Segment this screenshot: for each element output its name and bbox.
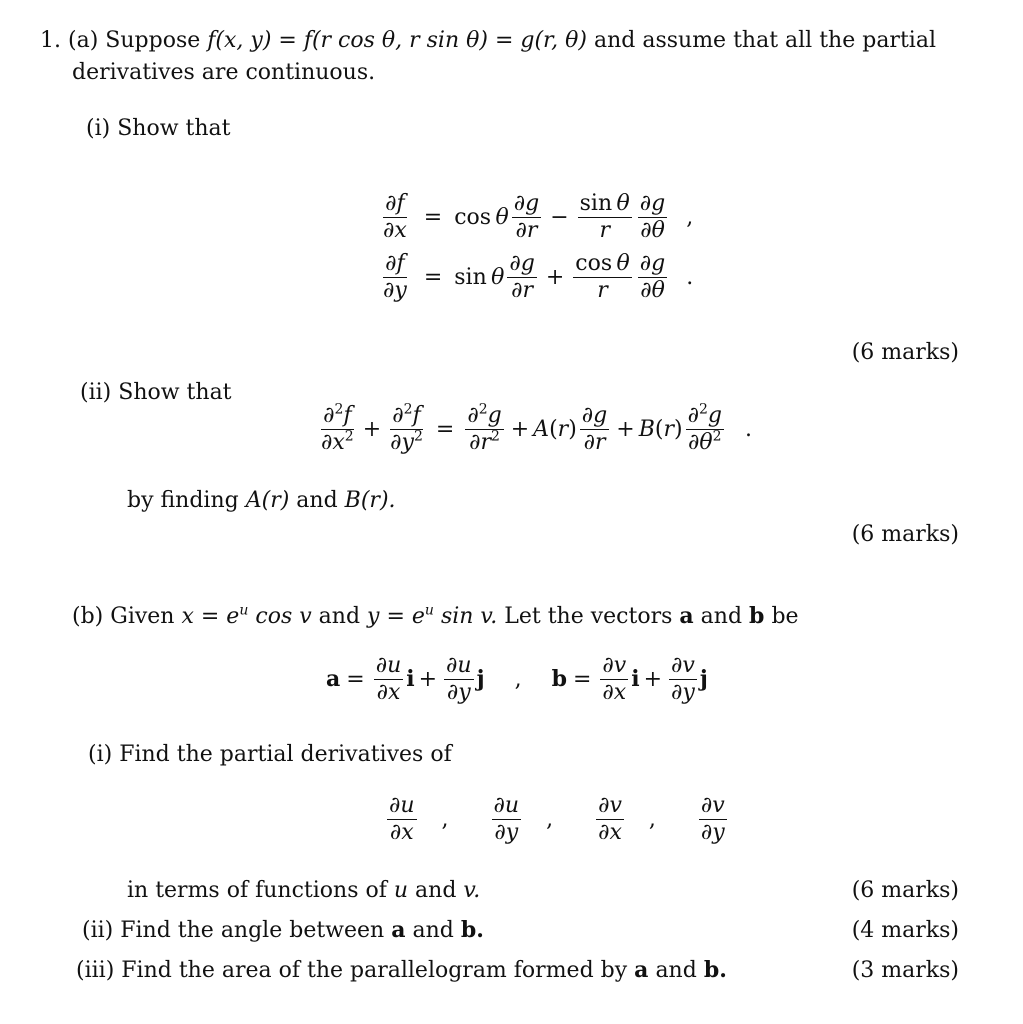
equation-df-dx: $\frac{\partial f}{\partial x}$ = cos θ $\frac{\partial g}{\partial r}$ − $\frac{\text{sin θ}}{r}$ $\frac{\partial g}{\partial\theta}$ ,	[383, 191, 694, 244]
equation-vectors: a = $\frac{\partial u}{\partial x}$ i + $\frac{\partial u}{\partial y}$ j , b = $\frac{\partial v}{\partial x}$ i + $\frac{\partial v}{\partial y}$ j	[326, 653, 708, 706]
finding-A: A(r)	[245, 488, 290, 513]
part-b-ii-prompt	[82, 918, 484, 943]
terms-u: u	[393, 878, 409, 903]
part-b-iii-text: Find the area of the parallelogram formed by	[121, 958, 628, 983]
part-b-i-text: Find the partial derivatives of	[119, 742, 452, 767]
part-b-x: x = e	[181, 604, 240, 629]
part-b-y-exp: u	[424, 602, 434, 619]
part-a-equation: f(x, y) = f(r cos θ, r sin θ) = g(r, θ)	[207, 28, 587, 53]
part-b-label: (b)	[72, 604, 104, 629]
part-b-iii-and: and	[655, 958, 697, 983]
part-a-label: (a)	[68, 28, 99, 53]
question-header	[40, 28, 936, 53]
equation-df-dy: $\frac{\partial f}{\partial y}$ = sin θ $\frac{\partial g}{\partial r}$ + $\frac{\text{cos θ}}{r}$ $\frac{\partial g}{\partial\theta}$ .	[383, 251, 694, 304]
terms-v: v.	[463, 878, 481, 903]
part-b-iii-a: a	[634, 957, 649, 983]
part-b-iii-prompt	[76, 958, 727, 983]
equation-laplacian: $\frac{\partial^2f}{\partial x^2}$ + $\frac{\partial^2f}{\partial y^2}$ = $\frac{\partial^2g}{\partial r^2}$ + A(r) $\frac{\partial g}{\partial r}$ + B(r) $\frac{\partial^2g}{\partial\theta^2}$ .	[321, 401, 752, 456]
marks-a-ii: (6 marks)	[851, 522, 959, 547]
part-b-given: Given	[110, 604, 175, 629]
part-b-ii-label: (ii)	[82, 918, 114, 943]
part-b-i-terms	[127, 878, 480, 903]
part-a-i-text: Show that	[117, 116, 231, 141]
part-b-vec-a: a	[679, 603, 694, 629]
marks-b-i: (6 marks)	[851, 878, 959, 903]
part-a-ii-label: (ii)	[80, 380, 112, 405]
marks-a-i: (6 marks)	[851, 340, 959, 365]
part-b-cosv: cos v	[255, 604, 312, 629]
part-b-x-exp: u	[239, 602, 249, 619]
part-b-y: y = e	[367, 604, 425, 629]
part-b-and: and	[318, 604, 361, 629]
part-b-i-label: (i)	[88, 742, 113, 767]
part-a-intro-line2: derivatives are continuous.	[72, 60, 376, 85]
terms-text: in terms of functions of	[127, 878, 387, 903]
part-b-ii-a: a	[391, 917, 406, 943]
part-a-intro: Suppose	[105, 28, 201, 53]
part-a-i-label: (i)	[86, 116, 111, 141]
part-a-ii-text: Show that	[118, 380, 232, 405]
part-b-ii-and: and	[412, 918, 454, 943]
question-number: 1.	[40, 28, 61, 53]
part-b-ii-text: Find the angle between	[120, 918, 385, 943]
part-b-and2: and	[700, 604, 743, 629]
part-a-i-prompt	[86, 116, 230, 141]
part-b-be: be	[771, 604, 799, 629]
part-b-sinv: sin v.	[440, 604, 498, 629]
finding-and: and	[296, 488, 338, 513]
part-b-ii-b: b.	[460, 917, 484, 943]
part-b-iii-b: b.	[703, 957, 727, 983]
part-a-ii-prompt	[80, 380, 232, 405]
finding-B: B(r).	[344, 488, 396, 513]
part-b-i-prompt	[88, 742, 452, 767]
part-a-intro-continued: and assume that all the partial	[593, 28, 936, 53]
part-b-vec-b: b	[749, 603, 765, 629]
marks-b-ii: (4 marks)	[851, 918, 959, 943]
part-b-intro	[72, 604, 799, 629]
part-a-ii-finding	[127, 488, 396, 513]
equation-partials-list: $\frac{\partial u}{\partial x}$ , $\frac{\partial u}{\partial y}$ , $\frac{\partial v}{\partial x}$ , $\frac{\partial v}{\partial y}$	[389, 793, 725, 846]
part-b-let: Let the vectors	[504, 604, 673, 629]
terms-and: and	[415, 878, 457, 903]
marks-b-iii: (3 marks)	[851, 958, 959, 983]
finding-text: by finding	[127, 488, 239, 513]
part-b-iii-label: (iii)	[76, 958, 115, 983]
